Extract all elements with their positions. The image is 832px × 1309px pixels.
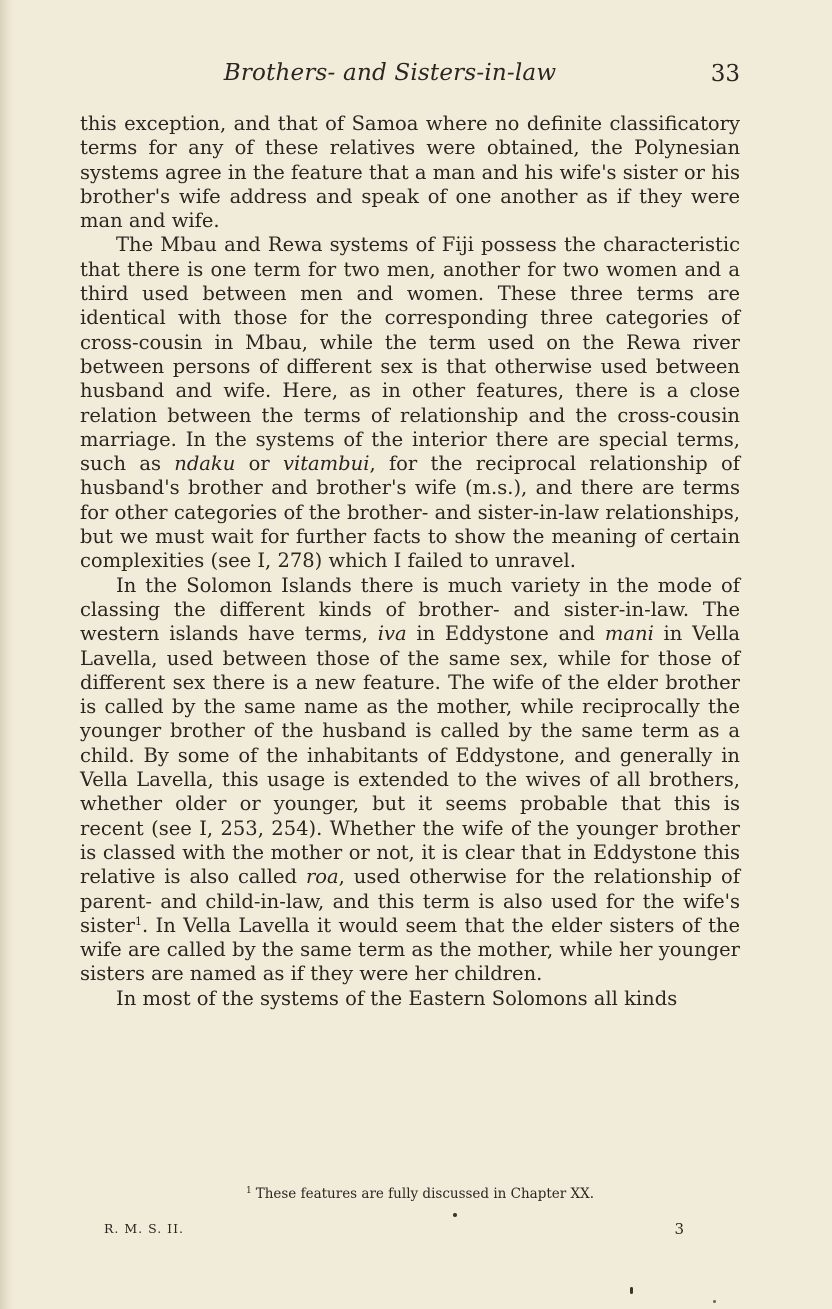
page-edge-shadow [0,0,14,1309]
paragraph-4-text: In most of the systems of the Eastern Solomons all kinds [116,986,678,1010]
signature-number: 3 [674,1220,684,1238]
page-number: 33 [710,61,740,87]
paragraph-2 [80,233,740,573]
paragraph-3-text-a: In the Solomon Islands there is much variety in the mode of classing the different kinds of brother- and sister-in-law. The western islands have terms, [80,573,740,646]
page-header [80,58,740,98]
footnote-text: These features are fully discussed in Chapter XX. [255,1186,595,1202]
term-ndaku: ndaku [174,452,236,476]
paragraph-2-text-a: The Mbau and Rewa systems of Fiji possess the characteristic that there is one term for two men, another for two women and a third used between men and women. These three terms are identical with those for the corresponding three categories of cross-cousin in Mbau, while the term used on the Rewa river between persons of different sex is that otherwise used between husband and wife. Here, as in other features, there is a close relation between the terms of relationship and the cross-cousin marriage. In the systems of the interior there are special terms, such as [80,233,740,476]
term-vitambui: vitambui [282,452,370,476]
footnote [80,1186,740,1202]
paragraph-1 [80,112,740,233]
paragraph-4 [80,987,740,1011]
paragraph-3 [80,574,740,987]
paragraph-3-text-e: . In Vella Lavella it would seem that the elder sisters of the wife are called by the same term as the mother, while her younger sisters are named as if they were her children. [80,913,740,986]
print-speck [630,1287,633,1294]
body-text [80,112,740,1011]
paragraph-3-text-b: in Eddystone and [406,622,605,646]
running-head-title: Brothers- and Sisters-in-law [223,60,557,86]
paragraph-3-text-c: in Vella Lavella, used between those of the same sex, while for those of different sex there is a new feature. The wife of the elder brother is called by the same name as the mother, while reciprocally the younger brother of the husband is called by the same term as a child. By some of the inhabitants of Eddystone, and generally in Vella Lavella, this usage is extended to the wives of all brothers, whether older or younger, but it seems probable that this is recent (see I, 253, 254). Whether the wife of the younger brother is classed with the mother or not, it is clear that in Eddystone this relative is also called [80,622,740,889]
term-roa: roa [305,865,339,889]
term-mani: mani [604,622,654,646]
print-speck [453,1213,457,1217]
footnote-marker: 1 [245,1186,252,1196]
signature-mark: R. M. S. II. [104,1221,185,1236]
term-iva: iva [377,622,407,646]
paragraph-3-text-d: , used otherwise for the relationship of parent- and child-in-law, and this term is also used for the wife's sister [80,865,740,937]
paragraph-2-text-c: , for the reciprocal relationship of husband's brother and brother's wife (m.s.), and there are terms for other categories of the brother- and sister-in-law relationships, but we must wait for further facts to show the meaning of certain complexities (see I, 278) which I failed to unravel. [80,452,741,573]
paragraph-2-text-b: or [235,452,283,476]
footnote-reference[interactable]: 1 [134,914,142,928]
paragraph-1-text: this exception, and that of Samoa where no definite classificatory terms for any of these relatives were obtained, the Polynesian systems agree in the feature that a man and his wife's sister or his brother's wife address and speak of one another as if they were man and wife. [80,112,740,233]
print-speck [713,1300,716,1303]
